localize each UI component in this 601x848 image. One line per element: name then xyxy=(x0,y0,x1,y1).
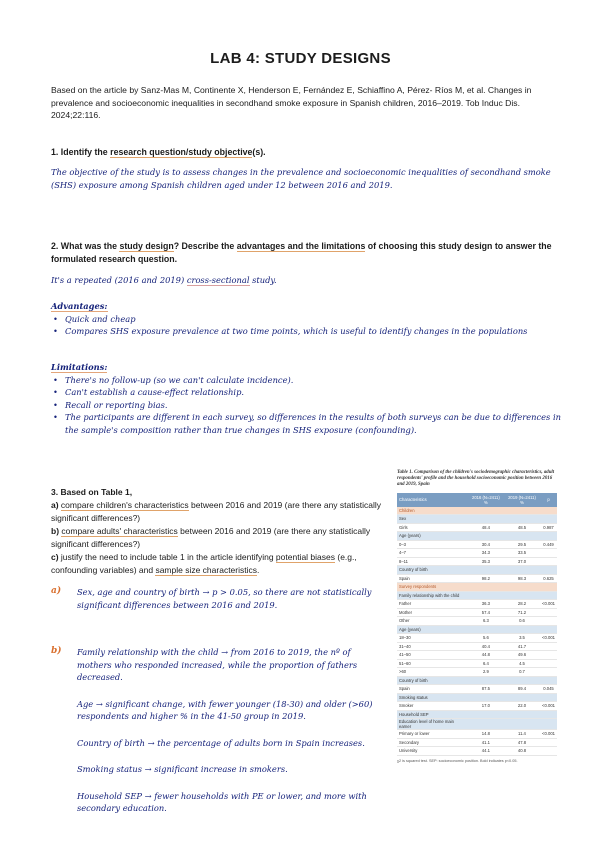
table-cell: Country of birth xyxy=(397,676,468,685)
table-caption: Table 1. Comparison of the children's sociodemographic characteristics, adult respondents' profile and the household socioeconomic position between 2016 and 2019, Spain xyxy=(397,470,555,488)
table-row xyxy=(397,583,557,592)
q1-suffix: (s). xyxy=(252,147,266,157)
table-cell: 14.8 xyxy=(468,730,504,739)
table-cell: 51–60 xyxy=(397,659,468,668)
table-cell: Other xyxy=(397,617,468,626)
table-header-cell: p xyxy=(540,493,557,507)
q3-part-c xyxy=(51,551,381,577)
table-cell: 0.987 xyxy=(540,523,557,532)
table-cell: Country of birth xyxy=(397,566,468,575)
table-row xyxy=(397,515,557,524)
table-cell xyxy=(540,583,557,592)
table-cell xyxy=(504,676,540,685)
table-cell: 6.3 xyxy=(468,617,504,626)
table-cell: 98.2 xyxy=(468,574,504,583)
q2-limitations xyxy=(51,361,563,436)
table-cell xyxy=(540,532,557,541)
table-cell: Spain xyxy=(397,574,468,583)
limitation-item: • Can't establish a cause-effect relationship. xyxy=(61,386,563,399)
table-cell xyxy=(504,566,540,575)
q3-b-label: b) xyxy=(51,526,62,536)
table-cell: Education level of home main earner xyxy=(397,719,468,730)
answer-b-paragraph: Family relationship with the child → from 2016 to 2019, the nº of mothers who responded increased, while the proportion of fathers decreased. xyxy=(77,647,358,682)
limitation-item: • The participants are different in each survey, so differences in the results of both surveys can be due to differences in the sample's composition rather than true changes in SHS exposure (confounding). xyxy=(61,411,563,436)
q2-answer-design: cross-sectional xyxy=(186,275,250,285)
table-cell: 40.4 xyxy=(468,642,504,651)
table-body xyxy=(397,507,557,756)
table-cell xyxy=(540,747,557,756)
table-cell xyxy=(540,710,557,719)
q1-answer: The objective of the study is to assess changes in the prevalence and socioeconomic inequalities of secondhand smoke (SHS) exposure among Spanish children aged under 12 between 2016 and 2019. xyxy=(51,167,551,190)
answer-b-paragraph: Country of birth → the percentage of adults born in Spain increases. xyxy=(77,737,365,748)
table-cell: 48.4 xyxy=(468,523,504,532)
table-cell: 4–7 xyxy=(397,549,468,558)
table-cell: 57.4 xyxy=(468,608,504,617)
q3-c-underline-2: sample size characteristics xyxy=(155,565,257,575)
table-cell: Secondary xyxy=(397,738,468,747)
table-cell: 41.7 xyxy=(504,642,540,651)
table-cell: 71.2 xyxy=(504,608,540,617)
table-cell: 30.4 xyxy=(468,540,504,549)
table-cell xyxy=(504,507,540,515)
advantage-item: • Compares SHS exposure prevalence at two time points, which is useful to identify changes in the populations xyxy=(61,325,563,338)
table-cell xyxy=(540,557,557,566)
table-cell: 18–30 xyxy=(397,634,468,643)
table-row xyxy=(397,738,557,747)
table-cell: 0.7 xyxy=(504,668,540,677)
table-cell xyxy=(540,507,557,515)
limitations-heading: Limitations: xyxy=(51,362,108,372)
table-cell xyxy=(540,642,557,651)
table-cell: 44.8 xyxy=(468,651,504,660)
table-cell xyxy=(540,719,557,730)
q3-c-text-1: justify the need to include table 1 in the article identifying xyxy=(60,552,276,562)
q2-answer-pre: It's a repeated (2016 and 2019) xyxy=(51,275,187,285)
q2-highlight-adv-lim: advantages and the limitations xyxy=(236,241,366,251)
table-row xyxy=(397,693,557,702)
table-cell: Smoker xyxy=(397,702,468,711)
table-row xyxy=(397,591,557,600)
table-cell xyxy=(540,608,557,617)
table-cell xyxy=(540,651,557,660)
table-cell xyxy=(540,625,557,634)
table-cell: 98.3 xyxy=(504,574,540,583)
table-cell: Father xyxy=(397,600,468,609)
advantage-item: • Quick and cheap xyxy=(61,313,563,326)
q3-a-label: a) xyxy=(51,500,61,510)
table-cell: 33.5 xyxy=(504,549,540,558)
table-header-cell: Characteristics xyxy=(397,493,468,507)
page-title: LAB 4: STUDY DESIGNS xyxy=(210,50,391,67)
table-cell xyxy=(468,719,504,730)
table-cell: University xyxy=(397,747,468,756)
table-1-figure xyxy=(397,470,557,763)
table-cell xyxy=(504,515,540,524)
question-3 xyxy=(51,486,381,577)
table-cell: Age (years) xyxy=(397,532,468,541)
answer-b-label: b) xyxy=(51,646,62,656)
table-cell: >60 xyxy=(397,668,468,677)
table-cell: Primary or lower xyxy=(397,730,468,739)
table-row xyxy=(397,676,557,685)
table-cell xyxy=(540,549,557,558)
q2-part-2: ? Describe the xyxy=(173,241,237,251)
question-2 xyxy=(51,240,566,266)
table-row xyxy=(397,549,557,558)
table-cell: Age (years) xyxy=(397,625,468,634)
table-cell: 0–3 xyxy=(397,540,468,549)
answer-b-paragraph: Household SEP → fewer households with PE or lower, and more with secondary education. xyxy=(77,790,367,813)
answer-a-label: a) xyxy=(51,586,62,596)
answer-b-paragraph: Age → significant change, with fewer younger (18-30) and older (>60) respondents and higher % in the 41-50 group in 2019. xyxy=(77,698,373,721)
table-cell xyxy=(540,676,557,685)
table-cell: 35.3 xyxy=(468,557,504,566)
intro-citation: Based on the article by Sanz-Mas M, Continente X, Henderson E, Fernández E, Schiaffino A, Pérez- Ríos M, et al. Changes in prevalence and socioeconomic inequalities in secondhand smoke exposure in Spanish children, 2016–2019. Tob Induc Dis. 2024;22:116. xyxy=(51,85,532,121)
table-row xyxy=(397,702,557,711)
q3-c-label: c) xyxy=(51,552,61,562)
table-cell xyxy=(540,566,557,575)
table-row xyxy=(397,617,557,626)
table-cell xyxy=(540,738,557,747)
table-cell xyxy=(468,591,504,600)
table-cell: Smoking status xyxy=(397,693,468,702)
q3-a-rest: between 2016 and 2019 (are there any statistically significant differences?) xyxy=(51,500,382,523)
answer-b-paragraph: Smoking status → significant increase in smokers. xyxy=(77,764,288,774)
q2-part-1: 2. What was the xyxy=(51,241,120,251)
table-cell xyxy=(540,515,557,524)
table-cell: Household SEP xyxy=(397,710,468,719)
table-cell xyxy=(504,591,540,600)
q2-design-answer xyxy=(51,274,563,287)
table-cell xyxy=(468,676,504,685)
table-cell xyxy=(468,507,504,515)
table-cell xyxy=(468,710,504,719)
table-row xyxy=(397,634,557,643)
table-row xyxy=(397,540,557,549)
q2-answer-post: study. xyxy=(249,275,277,285)
table-1 xyxy=(397,493,557,756)
table-cell: 87.5 xyxy=(468,685,504,694)
limitation-item: • There's no follow-up (so we can't calculate incidence). xyxy=(61,374,563,387)
table-row xyxy=(397,574,557,583)
table-cell xyxy=(540,659,557,668)
table-row xyxy=(397,747,557,756)
table-cell: 41.1 xyxy=(468,738,504,747)
table-cell: 40.8 xyxy=(504,747,540,756)
table-row xyxy=(397,668,557,677)
table-cell: 6.4 xyxy=(468,659,504,668)
table-row xyxy=(397,685,557,694)
q3-part-b xyxy=(51,525,381,551)
table-cell: 22.0 xyxy=(504,702,540,711)
table-cell xyxy=(504,710,540,719)
q3-a-underline: compare children's characteristics xyxy=(60,500,189,510)
table-cell: 3.5 xyxy=(504,634,540,643)
table-row xyxy=(397,719,557,730)
table-row xyxy=(397,625,557,634)
table-note: χ2 is squared test. SEP: socioeconomic position. Bold indicates p<0.05. xyxy=(397,758,518,763)
table-cell: 0.625 xyxy=(540,574,557,583)
table-cell xyxy=(540,591,557,600)
q3-part-a xyxy=(51,499,381,525)
q3-b-underline: compare adults' characteristics xyxy=(61,526,178,536)
table-cell: Girls xyxy=(397,523,468,532)
table-row xyxy=(397,600,557,609)
q1-prefix: 1. Identify the xyxy=(51,147,111,157)
table-cell xyxy=(504,693,540,702)
table-row xyxy=(397,566,557,575)
q3-title: 3. Based on Table 1, xyxy=(51,487,133,497)
table-cell xyxy=(504,625,540,634)
table-cell: 5.6 xyxy=(468,634,504,643)
table-header-cell: 2016 (N=2411) % xyxy=(468,493,504,507)
table-cell: 36.3 xyxy=(468,600,504,609)
q2-part-3: of choosing this study design to answer the formulated research question. xyxy=(51,241,552,264)
table-cell: 31–40 xyxy=(397,642,468,651)
table-cell: 37.0 xyxy=(504,557,540,566)
table-cell xyxy=(468,583,504,592)
table-cell: 44.1 xyxy=(468,747,504,756)
table-cell xyxy=(504,583,540,592)
table-cell xyxy=(540,617,557,626)
table-cell: 17.0 xyxy=(468,702,504,711)
table-row xyxy=(397,651,557,660)
q1-highlight: research question/study objective xyxy=(110,147,253,157)
table-row xyxy=(397,608,557,617)
table-row xyxy=(397,532,557,541)
table-cell: <0.001 xyxy=(540,600,557,609)
table-cell xyxy=(468,566,504,575)
table-row xyxy=(397,523,557,532)
table-cell: 2.9 xyxy=(468,668,504,677)
advantages-heading: Advantages: xyxy=(51,301,108,311)
table-cell xyxy=(468,693,504,702)
table-cell xyxy=(468,515,504,524)
table-cell xyxy=(504,532,540,541)
table-cell: Sex xyxy=(397,515,468,524)
q3-b-rest: between 2016 and 2019 (are there any statistically significant differences?) xyxy=(51,526,371,549)
q2-highlight-design: study design xyxy=(119,241,174,251)
table-cell: 28.2 xyxy=(504,600,540,609)
q3-c-text-3: . xyxy=(257,565,260,575)
q3-c-text-2: (e.g., confounding variables) and xyxy=(51,552,357,575)
table-row xyxy=(397,659,557,668)
answer-b-text xyxy=(77,646,377,815)
q2-advantages xyxy=(51,300,563,338)
table-cell: 49.6 xyxy=(504,651,540,660)
table-cell: <0.001 xyxy=(540,634,557,643)
table-cell: Mother xyxy=(397,608,468,617)
table-cell: 29.5 xyxy=(504,540,540,549)
table-cell: 34.3 xyxy=(468,549,504,558)
table-cell xyxy=(468,625,504,634)
table-row xyxy=(397,507,557,515)
table-header-row xyxy=(397,493,557,507)
table-cell: Spain xyxy=(397,685,468,694)
table-cell: 11.4 xyxy=(504,730,540,739)
table-cell: 89.4 xyxy=(504,685,540,694)
table-row xyxy=(397,557,557,566)
table-row xyxy=(397,730,557,739)
question-1 xyxy=(51,146,566,159)
table-cell: <0.001 xyxy=(540,702,557,711)
table-cell: 0.449 xyxy=(540,540,557,549)
table-cell: 0.6 xyxy=(504,617,540,626)
answer-a-text: Sex, age and country of birth → p > 0.05, so there are not statistically significant differences between 2016 and 2019. xyxy=(77,587,372,610)
q3-c-underline-1: potential biases xyxy=(275,552,335,562)
table-header-cell: 2019 (N=2411) % xyxy=(504,493,540,507)
table-row xyxy=(397,642,557,651)
table-cell: Family relationship with the child xyxy=(397,591,468,600)
table-cell: 47.8 xyxy=(504,738,540,747)
table-cell: Survey respondents xyxy=(397,583,468,592)
table-cell xyxy=(468,532,504,541)
table-cell: Children xyxy=(397,507,468,515)
table-cell xyxy=(540,693,557,702)
table-row xyxy=(397,710,557,719)
table-cell xyxy=(504,719,540,730)
table-cell xyxy=(540,668,557,677)
table-cell: 0.045 xyxy=(540,685,557,694)
table-cell: 8–11 xyxy=(397,557,468,566)
table-cell: <0.001 xyxy=(540,730,557,739)
limitation-item: • Recall or reporting bias. xyxy=(61,399,563,412)
table-cell: 4.5 xyxy=(504,659,540,668)
table-cell: 41–50 xyxy=(397,651,468,660)
table-cell: 48.5 xyxy=(504,523,540,532)
